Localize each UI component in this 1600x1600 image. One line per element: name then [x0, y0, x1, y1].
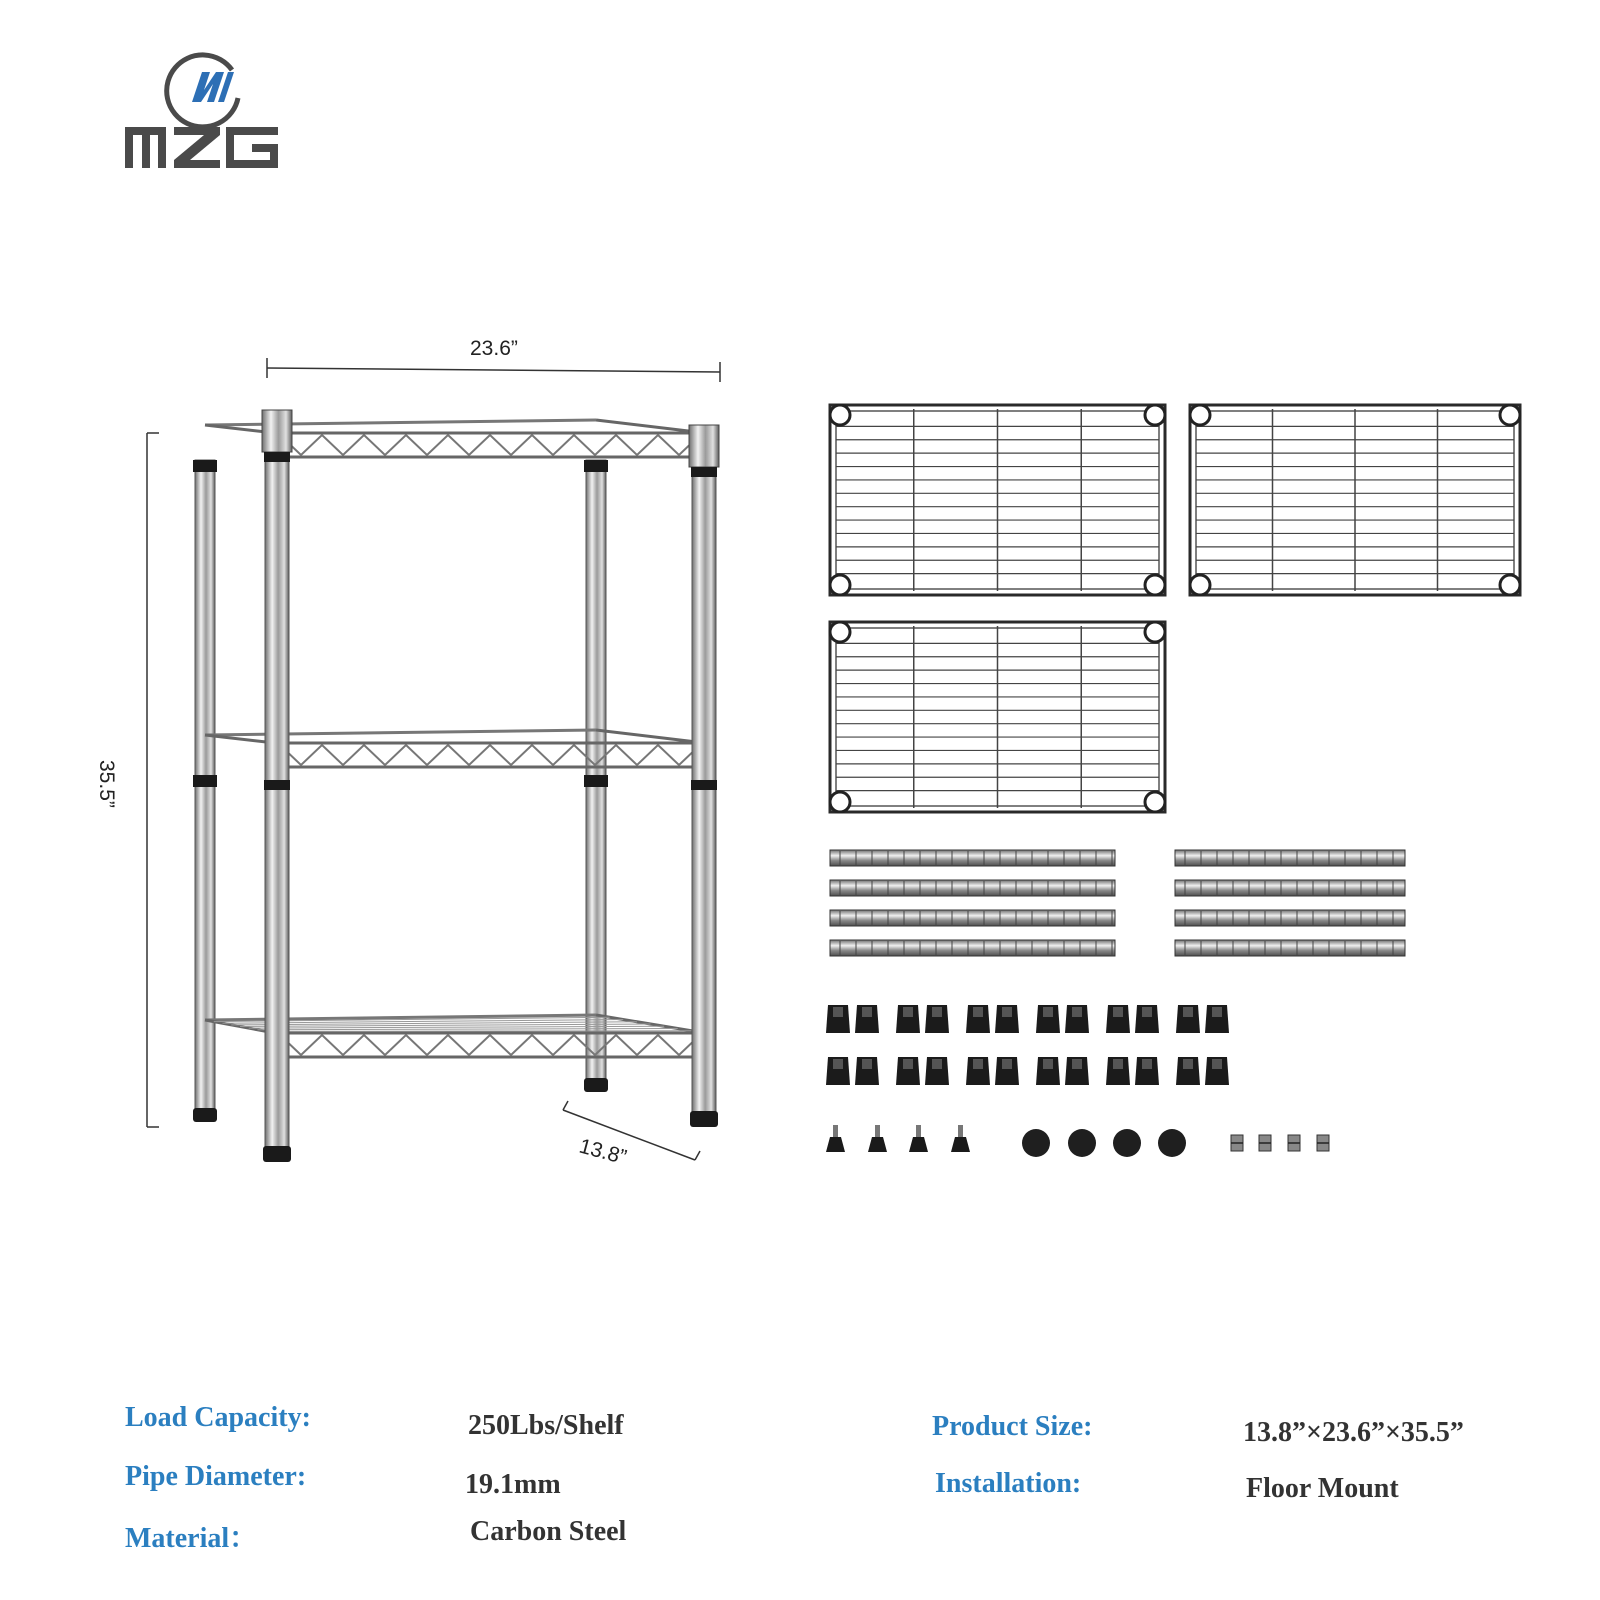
panel-corner-collar	[1145, 622, 1165, 642]
leveling-foot-icon	[826, 1125, 845, 1152]
leveling-foot-icon	[909, 1125, 928, 1152]
panel-corner-collar	[1190, 575, 1210, 595]
plastic-sleeve-icon	[1135, 1005, 1159, 1033]
plastic-sleeve-icon	[966, 1057, 990, 1085]
width-label: 23.6”	[470, 337, 518, 360]
pole-sections	[830, 850, 1405, 956]
foot-cover-icon	[1113, 1129, 1141, 1157]
plastic-sleeve-icon	[1205, 1005, 1229, 1033]
pole-section	[1175, 850, 1405, 866]
plastic-sleeve-icon	[925, 1057, 949, 1085]
spec-label-load-capacity: Load Capacity:	[125, 1402, 311, 1433]
plastic-sleeve-icon	[995, 1005, 1019, 1033]
spec-value-installation: Floor Mount	[1246, 1473, 1399, 1504]
leveling-foot-icon	[951, 1125, 970, 1152]
hardware-parts	[826, 1005, 1329, 1157]
plastic-sleeve-icon	[1176, 1005, 1200, 1033]
plastic-sleeve-icon	[855, 1057, 879, 1085]
foot-cover-icon	[1068, 1129, 1096, 1157]
spec-label-product-size: Product Size:	[932, 1411, 1093, 1442]
front-post	[689, 425, 719, 1127]
plastic-sleeve-icon	[1176, 1057, 1200, 1085]
panel-corner-collar	[1500, 405, 1520, 425]
shelf-panels	[830, 405, 1520, 812]
plastic-sleeve-icon	[896, 1057, 920, 1085]
plastic-sleeve-icon	[1065, 1005, 1089, 1033]
panel-corner-collar	[1145, 405, 1165, 425]
foot-cover-icon	[1158, 1129, 1186, 1157]
pole-section	[830, 850, 1115, 866]
panel-corner-collar	[1145, 575, 1165, 595]
plastic-sleeve-icon	[1036, 1057, 1060, 1085]
depth-dimension	[563, 1101, 700, 1169]
pole-section	[1175, 940, 1405, 956]
plastic-sleeve-icon	[1205, 1057, 1229, 1085]
foot-cover-icon	[1022, 1129, 1050, 1157]
depth-label: 13.8”	[576, 1134, 629, 1170]
plastic-sleeve-icon	[1065, 1057, 1089, 1085]
shelf-panel	[830, 622, 1165, 812]
panel-corner-collar	[830, 622, 850, 642]
pole-section	[1175, 880, 1405, 896]
plastic-sleeve-icon	[925, 1005, 949, 1033]
plastic-sleeve-icon	[826, 1005, 850, 1033]
panel-corner-collar	[830, 792, 850, 812]
shelf-panel	[830, 405, 1165, 595]
panel-corner-collar	[830, 575, 850, 595]
spec-value-material: Carbon Steel	[470, 1516, 627, 1547]
plastic-sleeve-icon	[995, 1057, 1019, 1085]
connector-icon	[1288, 1135, 1300, 1151]
shelf-panel	[1190, 405, 1520, 595]
panel-corner-collar	[830, 405, 850, 425]
assembled-shelf-unit	[193, 410, 719, 1162]
pole-section	[830, 910, 1115, 926]
height-dimension	[95, 433, 159, 1127]
panel-corner-collar	[1500, 575, 1520, 595]
rear-post	[584, 460, 608, 1092]
plastic-sleeve-icon	[855, 1005, 879, 1033]
connector-icon	[1317, 1135, 1329, 1151]
pole-section	[830, 940, 1115, 956]
pole-section	[1175, 910, 1405, 926]
front-post	[262, 410, 292, 1162]
spec-label-pipe-diameter: Pipe Diameter:	[125, 1461, 307, 1492]
connector-icon	[1231, 1135, 1243, 1151]
plastic-sleeve-icon	[1106, 1057, 1130, 1085]
spec-label-installation: Installation:	[935, 1468, 1082, 1499]
plastic-sleeve-icon	[1135, 1057, 1159, 1085]
panel-corner-collar	[1145, 792, 1165, 812]
width-dimension	[267, 337, 720, 382]
panel-corner-collar	[1190, 405, 1210, 425]
spec-label-material: Material：	[125, 1523, 258, 1554]
leveling-foot-icon	[868, 1125, 887, 1152]
spec-value-product-size: 13.8”×23.6”×35.5”	[1243, 1417, 1464, 1448]
connector-icon	[1259, 1135, 1271, 1151]
plastic-sleeve-icon	[826, 1057, 850, 1085]
height-label: 35.5”	[95, 760, 118, 808]
spec-value-pipe-diameter: 19.1mm	[465, 1469, 561, 1500]
plastic-sleeve-icon	[1036, 1005, 1060, 1033]
plastic-sleeve-icon	[1106, 1005, 1130, 1033]
pole-section	[830, 880, 1115, 896]
plastic-sleeve-icon	[966, 1005, 990, 1033]
plastic-sleeve-icon	[896, 1005, 920, 1033]
spec-value-load-capacity: 250Lbs/Shelf	[468, 1410, 624, 1441]
